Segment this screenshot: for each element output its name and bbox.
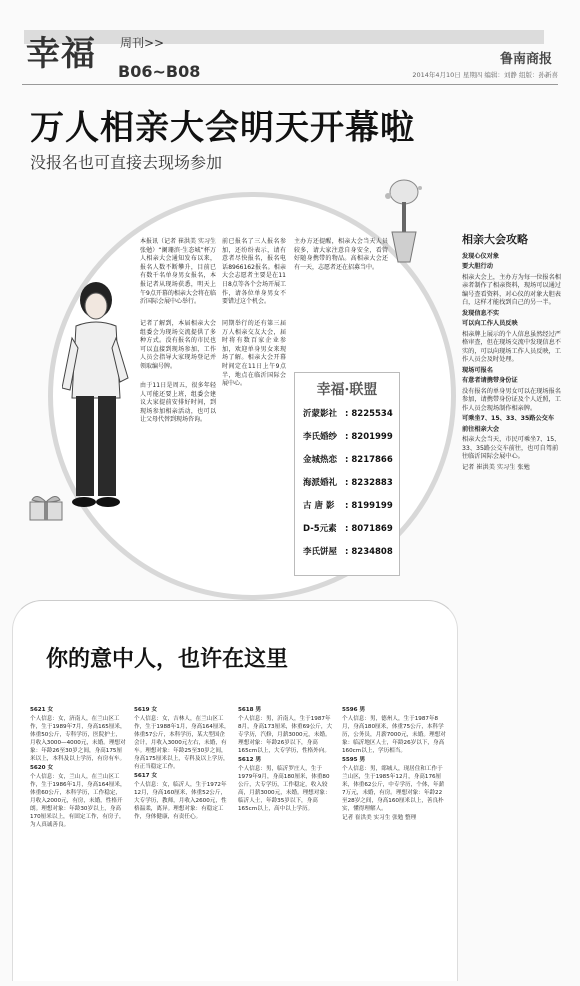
sidebar-subheading: 可以向工作人员反映 bbox=[462, 320, 518, 327]
story-column-1: 本报讯（记者 崔洪美 实习生 张勉）“阑珊滨·生态城”杯万人相亲大会通知发布以来，报名人数不断攀升，目前已有数千名单身男女报名，本报记者从现场获悉，明天上午9点开幕的相亲大会将在临沂国际会展中心举行。 bbox=[140, 238, 216, 306]
union-row: 古 唐 影 : 8199199 bbox=[303, 501, 393, 511]
story-column-4: 前已报名了三人报名参加，还纷纷表示，请有意者尽快报名，报名电话8966162报名。相亲大会志愿者主要是在11日8点等各个会场开展工作，请各位单身男女不要错过这个机会。 bbox=[222, 238, 286, 306]
listing-text: 个人信息：男，德州人，生于1987年8月，身高180厘米，体重75公斤，本科学历，公务员，月薪7000元，未婚。理想对象：临沂地区人士，年龄26岁以下，身高160cm以上，学历相当。 bbox=[342, 716, 446, 754]
listing-id: 5617 女 bbox=[134, 773, 158, 779]
listing-text: 个人信息：女，济南人，在兰山区工作，生于1989年7月，身高165厘米，体重50公斤，专科学历，医院护士，月收入3000—4000元，未婚。理想对象：年龄26至30岁之间，身高175厘米以上，本科及以上学历，有房有车。 bbox=[30, 716, 126, 762]
masthead-divider bbox=[22, 84, 558, 85]
union-row: 沂蒙影社 : 8225534 bbox=[303, 409, 393, 419]
story-column-2: 记者了解到，本届相亲大会组委会为现场交流提供了多种方式。没有报名的市民也可以直接到现场参加，工作人员会指导大家现场登记并领取编号牌。 bbox=[140, 320, 216, 370]
issue-info: 2014年4月10日 星期四 编辑：刘静 组版：孙新喜 bbox=[412, 71, 558, 79]
union-title: 幸福·联盟 bbox=[316, 382, 378, 398]
union-row: 金城热恋 : 8217866 bbox=[303, 455, 393, 465]
union-row: 海派婚礼 : 8232883 bbox=[303, 478, 393, 488]
section-logo: 幸福 bbox=[26, 34, 96, 74]
personals-column bbox=[342, 706, 446, 823]
listing-id: 5620 女 bbox=[30, 765, 54, 771]
man-illustration-icon bbox=[62, 278, 132, 518]
listing-text: 个人信息：男，郯城人，现居住和工作于兰山区，生于1985年12月，身高176厘米，体重62公斤，中专学历，个体，年薪7万元，未婚，有房。理想对象：年龄22至28岁之间，身高160厘米以上，善良朴实，懂得理解人。 bbox=[342, 766, 445, 812]
sidebar-subheading: 有意者请携带身份证 bbox=[462, 377, 518, 384]
listing-id: 5619 女 bbox=[134, 707, 158, 713]
sidebar-title: 相亲大会攻略 bbox=[462, 233, 528, 246]
strategy-sidebar bbox=[462, 233, 562, 474]
story-column-5: 同期举行的还有第三届万人相亲交友大会，届时将有数百家企业参加，欢迎单身男女来现场了解。相亲大会开幕时间定在11日上午9点半，地点在临沂国际会展中心。 bbox=[222, 320, 286, 388]
personals-title: 你的意中人，也许在这里 bbox=[46, 647, 289, 672]
masthead bbox=[0, 0, 580, 86]
listing-id: 5596 男 bbox=[342, 707, 366, 713]
sidebar-heading: 可乘坐7、15、33、35路公交车 bbox=[462, 415, 555, 422]
sidebar-text: 没有报名的单身男女可以在现场报名参加，请携带身份证及个人近照，工作人员会现场制作相亲牌。 bbox=[462, 387, 561, 412]
sidebar-subheading: 前往相亲大会 bbox=[462, 425, 500, 433]
listing-text: 个人信息：女，兰山人，在兰山区工作，生于1986年1月，身高164厘米，体重60公斤，本科学历，工作稳定，月收入2000元，有房，未婚，性格开朗。理想对象：年龄30岁以上，身高170厘米以上，有固定工作，有房子，为人真诚善良。 bbox=[30, 774, 126, 828]
union-row: D-5元素 : 8071869 bbox=[303, 524, 393, 534]
personals-column bbox=[238, 706, 334, 814]
personals-column bbox=[134, 706, 230, 822]
sidebar-text: 相亲牌上展示的个人信息虽然经过严格审查，但在现场交流中发现信息不实的，可以向现场工作人员反映，工作人员会及时处理。 bbox=[462, 330, 561, 363]
page-range: B06~B08 bbox=[118, 62, 201, 81]
sidebar-heading: 发现信息不实 bbox=[462, 309, 500, 317]
story-column-3: 由于11日是周五，很多年轻人可能还要上班，组委会建议大家提前安排好时间，到现场参加相亲活动，也可以让父母代替到现场咨询。 bbox=[140, 382, 216, 424]
listing-id: 5612 男 bbox=[238, 757, 262, 763]
sidebar-heading: 现场可报名 bbox=[462, 366, 493, 374]
union-ad-box bbox=[294, 372, 400, 576]
paper-name: 鲁南商报 bbox=[499, 52, 552, 67]
listing-text: 个人信息：女，吉林人，在兰山区工作，生于1988年1月，身高164厘米，体重57公斤，本科学历，某大型国企会计，月收入3000元左右，未婚，有车。理想对象：年龄25至30岁之间，身高175厘米以上，专科及以上学历，有正当稳定工作。 bbox=[134, 716, 230, 770]
sidebar-subheading: 要大胆行动 bbox=[462, 263, 493, 270]
listing-id: 5595 男 bbox=[342, 757, 366, 763]
gift-box-icon bbox=[28, 492, 64, 522]
sidebar-heading: 发现心仪对象 bbox=[462, 252, 500, 260]
weekly-label: 周刊>> bbox=[120, 36, 165, 50]
sub-headline: 没报名也可直接去现场参加 bbox=[30, 153, 223, 172]
personals-credit: 记者 崔洪美 实习生 张勉 整理 bbox=[342, 815, 417, 821]
masthead-band bbox=[24, 30, 544, 44]
personals-column bbox=[30, 706, 126, 830]
listing-id: 5621 女 bbox=[30, 707, 54, 713]
union-row: 李氏婚纱 : 8201999 bbox=[303, 432, 393, 442]
sidebar-credit: 记者 崔洪美 实习生 张勉 bbox=[462, 463, 530, 471]
listing-id: 5618 男 bbox=[238, 707, 262, 713]
listing-text: 个人信息：男，临沂罗庄人，生于1979年9月，身高180厘米，体重80公斤，大专学历，工作稳定，收入较高，月薪3000元，未婚。理想对象：临沂人士，年龄35岁以下，身高165cm以上，高中以上学历。 bbox=[238, 766, 331, 812]
sidebar-text: 相亲大会当天，市民可乘坐7、15、33、35路公交车前往，也可自驾前往临沂国际会展中心。 bbox=[462, 436, 561, 460]
listing-text: 个人信息：男，沂南人，生于1987年8月，身高173厘米，体重69公斤，大专学历，汽修，月薪3000元，未婚。理想对象：年龄26岁以下，身高165cm以上，大专学历，性格外向。 bbox=[238, 716, 333, 754]
main-headline: 万人相亲大会明天开幕啦 bbox=[30, 108, 415, 148]
sidebar-text: 相亲大会上，主办方为每一位报名相亲者制作了相亲资料，现场可以通过编号查看资料，对心仪的对象大胆表白，这样才能找到自己的另一半。 bbox=[462, 273, 561, 306]
union-row: 李氏饼屋 : 8234808 bbox=[303, 547, 393, 557]
story-column-6: 主办方还提醒，相亲大会当天人员较多，请大家注意自身安全，看管好随身携带的物品。高相亲大会还有一天，志愿者还在招募当中。 bbox=[294, 238, 388, 271]
listing-text: 个人信息：女，临沂人，生于1972年12月，身高160厘米，体重52公斤，大专学历，教师，月收入2600元，性格温柔，离异。理想对象：有稳定工作，身体健康，有责任心。 bbox=[134, 782, 227, 820]
